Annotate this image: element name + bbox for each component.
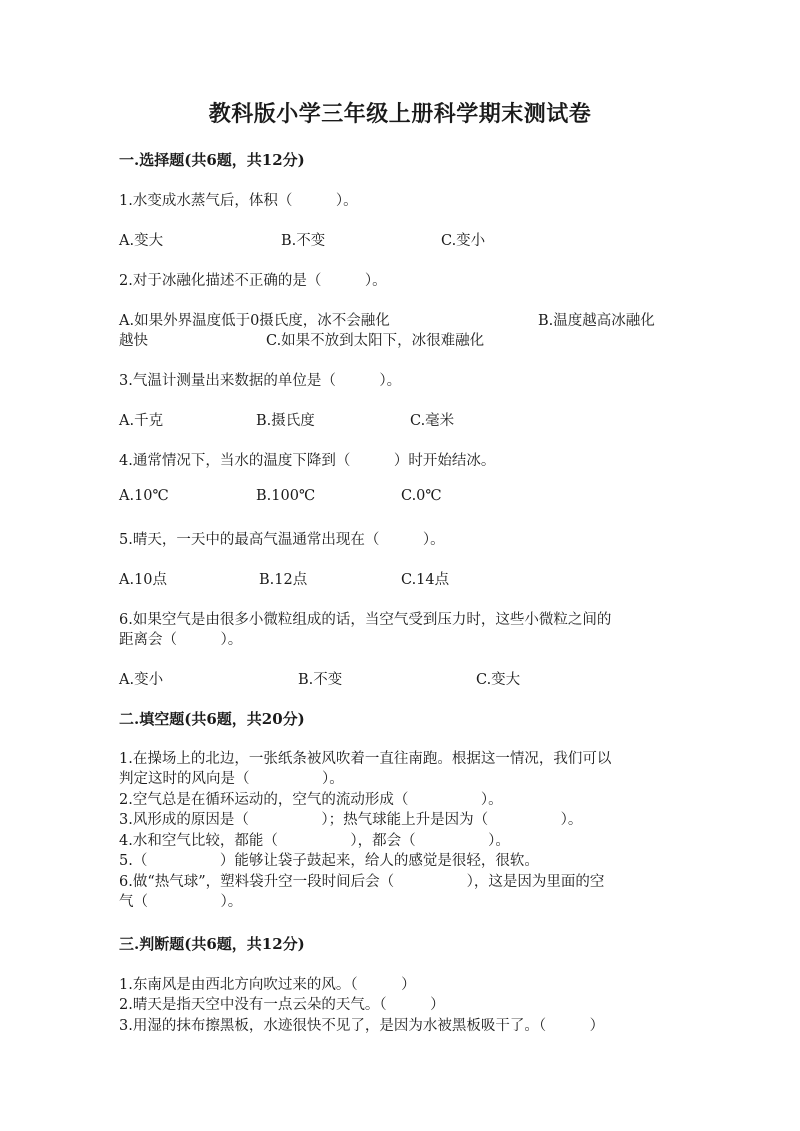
fill-question-4: 4.水和空气比较，都能（ ），都会（ ）。 (119, 833, 510, 849)
question-4-stem: 4.通常情况下，当水的温度下降到（ ）时开始结冰。 (119, 453, 496, 469)
fill-question-6-line-2: 气（ ）。 (119, 894, 243, 910)
tf-question-2: 2.晴天是指天空中没有一点云朵的天气。（ ） (119, 997, 445, 1013)
section-heading-choice: 一.选择题(共6题，共12分) (119, 151, 305, 169)
fill-question-1-line-1: 1.在操场上的北边，一张纸条被风吹着一直往南跑。根据这一情况，我们可以 (119, 751, 612, 767)
question-6-option-a: A.变小 (119, 672, 164, 688)
fill-question-3: 3.风形成的原因是（ ）；热气球能上升是因为（ ）。 (119, 812, 583, 828)
question-1-stem: 1.水变成水蒸气后，体积（ ）。 (119, 193, 358, 209)
fill-question-2: 2.空气总是在循环运动的，空气的流动形成（ ）。 (119, 792, 503, 808)
question-6-option-c: C.变大 (476, 672, 521, 688)
question-5-option-c: C.14点 (401, 572, 450, 588)
question-4-option-a: A.10℃ (119, 488, 169, 504)
question-2-stem: 2.对于冰融化描述不正确的是（ ）。 (119, 273, 387, 289)
section-heading-fill-blank: 二.填空题(共6题，共20分) (119, 710, 305, 728)
question-6-stem-line-1: 6.如果空气是由很多小微粒组成的话，当空气受到压力时，这些小微粒之间的 (119, 612, 612, 628)
tf-question-3: 3.用湿的抹布擦黑板，水迹很快不见了，是因为水被黑板吸干了。（ ） (119, 1018, 605, 1034)
question-5-option-a: A.10点 (119, 572, 168, 588)
question-4-option-b: B.100℃ (256, 488, 316, 504)
fill-question-5: 5.（ ）能够让袋子鼓起来，给人的感觉是很轻，很软。 (119, 853, 539, 869)
question-5-stem: 5.晴天，一天中的最高气温通常出现在（ ）。 (119, 532, 445, 548)
question-3-option-c: C.毫米 (410, 413, 455, 429)
question-1-option-b: B.不变 (281, 233, 326, 249)
question-6-option-b: B.不变 (298, 672, 343, 688)
question-2-option-a: A.如果外界温度低于0摄氏度，冰不会融化 (119, 313, 390, 329)
question-3-option-a: A.千克 (119, 413, 164, 429)
question-2-option-c: C.如果不放到太阳下，冰很难融化 (266, 333, 485, 349)
question-2-option-b-continued: 越快 (119, 333, 148, 349)
question-3-option-b: B.摄氏度 (256, 413, 315, 429)
question-4-option-c: C.0℃ (401, 488, 442, 504)
question-1-option-c: C.变小 (441, 233, 486, 249)
fill-question-1-line-2: 判定这时的风向是（ ）。 (119, 771, 344, 787)
question-2-option-b: B.温度越高冰融化 (538, 313, 655, 329)
question-1-option-a: A.变大 (119, 233, 164, 249)
question-5-option-b: B.12点 (259, 572, 308, 588)
tf-question-1: 1.东南风是由西北方向吹过来的风。（ ） (119, 977, 416, 993)
fill-question-6-line-1: 6.做“热气球”，塑料袋升空一段时间后会（ ），这是因为里面的空 (119, 874, 605, 890)
page-title: 教科版小学三年级上册科学期末测试卷 (208, 101, 592, 127)
question-3-stem: 3.气温计测量出来数据的单位是（ ）。 (119, 373, 402, 389)
question-6-stem-line-2: 距离会（ ）。 (119, 632, 243, 648)
section-heading-true-false: 三.判断题(共6题，共12分) (119, 935, 305, 953)
